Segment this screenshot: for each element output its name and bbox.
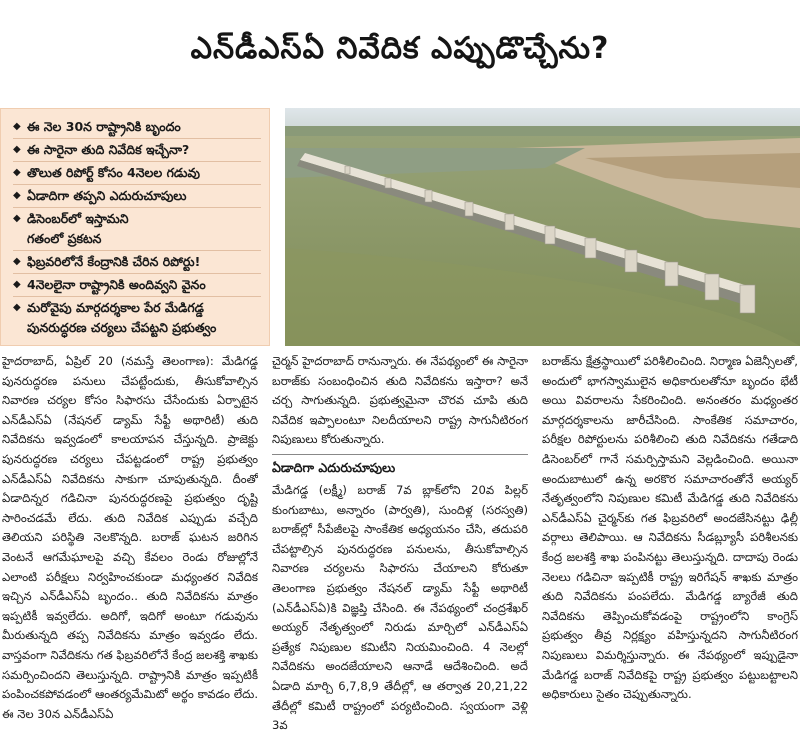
highlight-divider [13,273,261,274]
article-body [0,352,800,744]
highlight-text: ఫిబ్రవరిలోనే కేంద్రానికి చేరిన రిపోర్టు! [27,254,201,269]
diamond-bullet-icon: ◆ [13,144,21,155]
highlight-item [13,229,261,249]
highlights-box [0,108,270,346]
article-column-1 [2,352,258,744]
article-column-2 [272,352,528,744]
highlight-text: గతంలో ప్రకటన [27,231,102,246]
article-paragraph: మేడిగడ్డ (లక్ష్మీ) బరాజ్ 7వ బ్లాక్‌లోని 20వ పిల్లర్ కుంగుబాటు, అన్నారం (పార్వతి), సుందిళ్ల (సరస్వతి) బరాజ్‌ల్లో సీపేజీలపై సాంకేతిక అధ్యయనం చేసి, తదుపరి చేపట్టాల్సిన పునరుద్ధరణ పనులను, తీసుకోవాల్సిన నివారణ చర్యలను సిఫారసు చేయాలని కోరుతూ తెలంగాణ ప్రభుత్వం నేషనల్ డ్యామ్ సేఫ్టీ అథారిటీ (ఎన్‌డీఎస్‌ఏ)కి విజ్ఞప్తి చేసింది. ఈ నేపథ్యంలో చంద్రశేఖర్ అయ్యర్ నేతృత్వంలో నిరుడు మార్చిలో ఎన్‌డీఎస్‌ఏ ప్రత్యేక నిపుణుల కమిటీని నియమించింది. 4 నెలల్లో నివేదికను అందజేయాలని ఆనాడే ఆదేశించింది. అదే ఏడాది మార్చి 6,7,8,9 తేదీల్లో, ఆ తర్వాత 20,21,22 తేదీల్లో కమిటీ రాష్ట్రంలో పర్యటించింది. స్వయంగా వెళ్లి 3వ [272,482,528,733]
highlight-item [13,186,261,206]
highlight-item [13,163,261,183]
article-column-3 [542,352,798,744]
diamond-bullet-icon: ◆ [13,190,21,201]
highlight-text: ఈ సారైనా తుది నివేదిక ఇచ్చేనా? [27,142,190,157]
headline: ఎన్‌డీఎస్‌ఏ నివేదిక ఎప్పుడొచ్చేను? [190,31,610,66]
highlight-text: తొలుత రిపోర్ట్ కోసం 4నెలల గడువు [27,165,200,180]
highlight-divider [13,296,261,297]
highlight-item [13,209,261,229]
highlight-text: పునరుద్ధరణ చర్యలు చేపట్టని ప్రభుత్వం [27,320,217,335]
highlight-text: 4నెలలైనా రాష్ట్రానికి అందివ్వని వైనం [27,277,206,292]
page-bottom-fade [0,734,800,744]
highlight-item [13,318,261,338]
article-paragraph: హైదరాబాద్, ఏప్రిల్ 20 (నమస్తే తెలంగాణ): మేడిగడ్డ పునరుద్ధరణ పనులు చేపట్టేందుకు, తీసుకోవాల్సిన నివారణ చర్యల కోసం సిఫారసు చేసేందుకు ఏర్పాటైన ఎన్‌డీఎస్‌ఏ (నేషనల్ డ్యామ్ సేఫ్టీ అథారిటీ) తుది నివేదికను ఇవ్వడంలో కాలయాపన చేస్తున్నది. ప్రాజెక్టు పునరుద్ధరణ చర్యలు చేపట్టడంలో రాష్ట్ర ప్రభుత్వం ఎన్‌డీఎస్‌ఏ నివేదికను సాకుగా చూపుతున్నది. దీంతో ఏడాదిన్నర గడిచినా పునరుద్ధరణపై ప్రభుత్వం దృష్టి సారించడమే లేదు. తుది నివేదిక ఎప్పుడు వచ్చేది తెలియని పరిస్థితి నెలకొన్నది. బరాజ్ ఘటన జరిగిన వెంటనే ఆగమేఘాలపై వచ్చి కేవలం రెండు రోజుల్లోనే ఎలాంటి పరీక్షలు నిర్వహించకుండా మధ్యంతర నివేదిక ఇచ్చిన ఎన్‌డీఎస్‌ఏ బృందం.. తుది నివేదికను మాత్రం ఇప్పటికీ ఇవ్వలేదు. అదిగో, ఇదిగో అంటూ గడువును మీరుతున్నది తప్ప నివేదికను మాత్రం ఇవ్వడం లేదు. వాస్తవంగా నివేదికను గత ఫిబ్రవరిలోనే కేంద్ర జలశక్తి శాఖకు సమర్పించిందని తెలుస్తున్నది. రాష్ట్రానికి మాత్రం ఇప్పటికీ పంపించకపోవడంలో ఆంతర్యమేమిటో అర్థం కావడం లేదు. ఈ నెల 30న ఎన్‌డీఎస్‌ఏ [2,354,258,721]
highlight-item [13,298,261,318]
highlight-divider [13,184,261,185]
highlight-text: ఏడాదిగా తప్పని ఎదురుచూపులు [27,188,187,203]
highlight-item [13,252,261,272]
article-subheading: ఏడాదిగా ఎదురుచూపులు [272,454,528,479]
highlight-item [13,140,261,160]
highlight-text: ఈ నెల 30న రాష్ట్రానికి బృందం [27,119,181,134]
diamond-bullet-icon: ◆ [13,167,21,178]
article-paragraph: చైర్మన్ హైదరాబాద్ రానున్నారు. ఈ నేపథ్యంలో ఈ సారైనా బరాజ్‌కు సంబంధించిన తుది నివేదికను ఇస్తారా? అనే చర్చ సాగుతున్నది. ప్రభుత్వమైనా చొరవ చూపి తుది నివేదిక ఇప్పాలంటూ నిలదీయాలని రాష్ట్ర సాగునీటిరంగ నిపుణులు కోరుతున్నారు. [272,354,528,447]
diamond-bullet-icon: ◆ [13,302,21,313]
barrage-photo [285,108,800,346]
highlight-item [13,275,261,295]
highlight-text: మరోవైపు మార్గదర్శకాల పేర మేడిగడ్డ [27,300,204,315]
highlight-text: డిసెంబర్‌లో ఇస్తామని [27,211,129,226]
diamond-bullet-icon: ◆ [13,213,21,224]
barrage-photo-image [285,108,800,346]
highlight-divider [13,250,261,251]
highlight-divider [13,138,261,139]
diamond-bullet-icon: ◆ [13,279,21,290]
highlight-divider [13,207,261,208]
diamond-bullet-icon: ◆ [13,256,21,267]
article-paragraph: బరాజ్‌ను క్షేత్రస్థాయిలో పరిశీలించింది. నిర్మాణ ఏజెన్సీలతో, అందులో భాగస్వాములైన అధికారులతోనూ బృందం భేటీ అయి వివరాలను సేకరించింది. అనంతరం మధ్యంతర మార్గదర్శకాలను జారీచేసింది. సాంకేతిక సమాచారం, పరీక్షల రిపోర్టులను పరిశీలించి తుది నివేదికను గతేడాది డిసెంబర్‌లో గానే సమర్పిస్తామని వెల్లడించింది. అయినా అందుబాటులో ఉన్న అరకొర సమాచారంతోనే అయ్యర్ నేతృత్వంలోని నిపుణుల కమిటీ మేడిగడ్డ తుది నివేదికను ఎన్‌డీఎస్‌ఏ చైర్మన్‌కు గత ఫిబ్రవరిలో అందజేసినట్టు ఢిల్లీ వర్గాలు తెలిపాయి. ఆ నివేదికను సీడబ్ల్యూసీ పరిశీలనకు కేంద్ర జలశక్తి శాఖ పంపినట్టు తెలుస్తున్నది. దాదాపు రెండు నెలలు గడిచినా ఇప్పటికీ రాష్ట్ర ఇరిగేషన్ శాఖకు మాత్రం తుది నివేదికను పంపలేదు. మేడిగడ్డ బ్యారేజీ తుది నివేదికను తెప్పించుకోవడంపై రాష్ట్రంలోని కాంగ్రెస్ ప్రభుత్వం తీవ్ర నిర్లక్ష్యం వహిస్తున్నదని సాగునీటిరంగ నిపుణులు విమర్శిస్తున్నారు. ఈ నేపథ్యంలో ఇప్పుడైనా మేడిగడ్డ బరాజ్ నివేదికపై రాష్ట్ర ప్రభుత్వం పట్టుబట్టాలని అధికారులు సైతం చెప్పుతున్నారు. [542,354,798,702]
highlight-item [13,117,261,137]
highlight-divider [13,161,261,162]
diamond-bullet-icon: ◆ [13,121,21,132]
